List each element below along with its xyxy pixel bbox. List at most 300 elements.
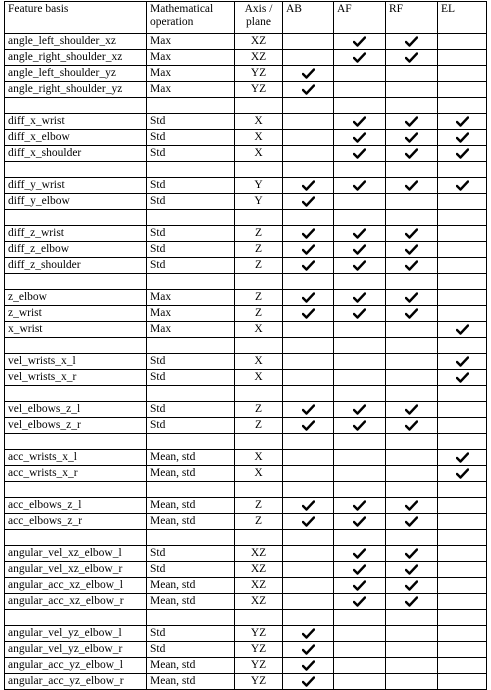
checkmark-icon <box>302 627 315 639</box>
axis-cell: Z <box>235 402 283 418</box>
empty-cell <box>438 98 487 114</box>
checkmark-icon <box>405 291 418 303</box>
axis-cell: YZ <box>235 82 283 98</box>
checkmark-icon <box>456 323 469 335</box>
operation-cell: Std <box>147 194 235 210</box>
checkmark-icon <box>353 291 366 303</box>
feature-cell: angular_acc_yz_elbow_l <box>5 658 147 674</box>
empty-cell <box>235 610 283 626</box>
table-body <box>5 34 487 690</box>
ab-cell <box>283 402 334 418</box>
header-axis-plane: Axis / plane <box>235 2 283 34</box>
af-cell <box>334 418 386 434</box>
checkmark-icon <box>456 451 469 463</box>
feature-cell: acc_elbows_z_l <box>5 498 147 514</box>
empty-cell <box>438 610 487 626</box>
checkmark-icon <box>405 499 418 511</box>
operation-cell: Max <box>147 322 235 338</box>
operation-cell: Std <box>147 626 235 642</box>
af-cell <box>334 146 386 162</box>
empty-cell <box>283 98 334 114</box>
el-cell <box>438 562 487 578</box>
axis-cell: XZ <box>235 594 283 610</box>
empty-cell <box>235 162 283 178</box>
el-cell <box>438 658 487 674</box>
checkmark-icon <box>353 579 366 591</box>
ab-cell <box>283 642 334 658</box>
af-cell <box>334 498 386 514</box>
checkmark-icon <box>405 131 418 143</box>
empty-cell <box>147 98 235 114</box>
af-cell <box>334 178 386 194</box>
ab-cell <box>283 658 334 674</box>
header-af: AF <box>334 2 386 34</box>
axis-cell: X <box>235 322 283 338</box>
el-cell <box>438 626 487 642</box>
af-cell <box>334 130 386 146</box>
checkmark-icon <box>353 563 366 575</box>
feature-cell: vel_elbows_z_r <box>5 418 147 434</box>
empty-cell <box>386 98 438 114</box>
operation-cell: Mean, std <box>147 674 235 690</box>
af-cell <box>334 194 386 210</box>
rf-cell <box>386 418 438 434</box>
feature-cell: diff_x_elbow <box>5 130 147 146</box>
feature-cell: acc_wrists_x_l <box>5 450 147 466</box>
operation-cell: Mean, std <box>147 498 235 514</box>
empty-cell <box>235 98 283 114</box>
empty-cell <box>5 482 147 498</box>
checkmark-icon <box>405 115 418 127</box>
header-el: EL <box>438 2 487 34</box>
af-cell <box>334 594 386 610</box>
operation-cell: Std <box>147 242 235 258</box>
empty-cell <box>386 338 438 354</box>
header-ab: AB <box>283 2 334 34</box>
af-cell <box>334 322 386 338</box>
axis-cell: XZ <box>235 562 283 578</box>
rf-cell <box>386 50 438 66</box>
ab-cell <box>283 450 334 466</box>
axis-cell: YZ <box>235 626 283 642</box>
checkmark-icon <box>302 307 315 319</box>
axis-cell: Y <box>235 178 283 194</box>
axis-cell: Z <box>235 498 283 514</box>
spacer-row <box>5 434 487 450</box>
empty-cell <box>386 274 438 290</box>
spacer-row <box>5 530 487 546</box>
axis-cell: X <box>235 450 283 466</box>
operation-cell: Mean, std <box>147 594 235 610</box>
checkmark-icon <box>405 403 418 415</box>
table-row <box>5 466 487 482</box>
rf-cell <box>386 226 438 242</box>
empty-cell <box>147 530 235 546</box>
ab-cell <box>283 514 334 530</box>
feature-cell: diff_y_wrist <box>5 178 147 194</box>
empty-cell <box>5 338 147 354</box>
empty-cell <box>283 274 334 290</box>
af-cell <box>334 354 386 370</box>
checkmark-icon <box>353 147 366 159</box>
el-cell <box>438 242 487 258</box>
checkmark-icon <box>353 115 366 127</box>
empty-cell <box>334 98 386 114</box>
axis-cell: X <box>235 466 283 482</box>
feature-cell: vel_wrists_x_l <box>5 354 147 370</box>
af-cell <box>334 370 386 386</box>
table-row <box>5 290 487 306</box>
empty-cell <box>334 610 386 626</box>
rf-cell <box>386 178 438 194</box>
table-row <box>5 658 487 674</box>
empty-cell <box>334 386 386 402</box>
empty-cell <box>386 610 438 626</box>
operation-cell: Max <box>147 66 235 82</box>
feature-cell: z_elbow <box>5 290 147 306</box>
rf-cell <box>386 322 438 338</box>
checkmark-icon <box>405 515 418 527</box>
table-row <box>5 242 487 258</box>
af-cell <box>334 226 386 242</box>
rf-cell <box>386 114 438 130</box>
af-cell <box>334 546 386 562</box>
empty-cell <box>235 338 283 354</box>
el-cell <box>438 290 487 306</box>
checkmark-icon <box>302 291 315 303</box>
operation-cell: Std <box>147 354 235 370</box>
checkmark-icon <box>353 227 366 239</box>
empty-cell <box>283 610 334 626</box>
ab-cell <box>283 290 334 306</box>
ab-cell <box>283 146 334 162</box>
rf-cell <box>386 546 438 562</box>
empty-cell <box>5 162 147 178</box>
checkmark-icon <box>405 595 418 607</box>
el-cell <box>438 114 487 130</box>
axis-cell: Z <box>235 514 283 530</box>
table-row <box>5 322 487 338</box>
table-row <box>5 418 487 434</box>
el-cell <box>438 370 487 386</box>
table-row <box>5 50 487 66</box>
checkmark-icon <box>405 51 418 63</box>
axis-cell: X <box>235 370 283 386</box>
af-cell <box>334 450 386 466</box>
ab-cell <box>283 258 334 274</box>
feature-table <box>4 1 487 690</box>
empty-cell <box>386 162 438 178</box>
axis-cell: XZ <box>235 546 283 562</box>
empty-cell <box>386 210 438 226</box>
checkmark-icon <box>353 499 366 511</box>
axis-cell: X <box>235 354 283 370</box>
checkmark-icon <box>302 195 315 207</box>
af-cell <box>334 402 386 418</box>
checkmark-icon <box>353 259 366 271</box>
table-row <box>5 306 487 322</box>
empty-cell <box>438 162 487 178</box>
empty-cell <box>283 386 334 402</box>
af-cell <box>334 514 386 530</box>
table-row <box>5 626 487 642</box>
feature-cell: diff_z_shoulder <box>5 258 147 274</box>
empty-cell <box>283 530 334 546</box>
table-row <box>5 34 487 50</box>
ab-cell <box>283 546 334 562</box>
el-cell <box>438 450 487 466</box>
af-cell <box>334 658 386 674</box>
checkmark-icon <box>405 563 418 575</box>
empty-cell <box>5 98 147 114</box>
empty-cell <box>235 210 283 226</box>
empty-cell <box>235 530 283 546</box>
empty-cell <box>147 338 235 354</box>
rf-cell <box>386 674 438 690</box>
empty-cell <box>5 530 147 546</box>
el-cell <box>438 594 487 610</box>
empty-cell <box>438 482 487 498</box>
table-header-row <box>5 2 487 34</box>
checkmark-icon <box>302 419 315 431</box>
ab-cell <box>283 578 334 594</box>
operation-cell: Std <box>147 130 235 146</box>
feature-cell: angular_acc_xz_elbow_r <box>5 594 147 610</box>
checkmark-icon <box>405 35 418 47</box>
empty-cell <box>334 162 386 178</box>
el-cell <box>438 354 487 370</box>
spacer-row <box>5 274 487 290</box>
ab-cell <box>283 594 334 610</box>
el-cell <box>438 322 487 338</box>
operation-cell: Mean, std <box>147 466 235 482</box>
feature-cell: angle_left_shoulder_xz <box>5 34 147 50</box>
ab-cell <box>283 130 334 146</box>
feature-cell: angular_vel_yz_elbow_l <box>5 626 147 642</box>
checkmark-icon <box>302 243 315 255</box>
axis-cell: Y <box>235 194 283 210</box>
ab-cell <box>283 34 334 50</box>
empty-cell <box>147 210 235 226</box>
operation-cell: Std <box>147 642 235 658</box>
checkmark-icon <box>456 147 469 159</box>
operation-cell: Mean, std <box>147 514 235 530</box>
empty-cell <box>5 210 147 226</box>
rf-cell <box>386 34 438 50</box>
axis-cell: Z <box>235 306 283 322</box>
table-row <box>5 130 487 146</box>
operation-cell: Std <box>147 178 235 194</box>
table-row <box>5 514 487 530</box>
rf-cell <box>386 354 438 370</box>
operation-cell: Std <box>147 114 235 130</box>
table-row <box>5 546 487 562</box>
axis-cell: YZ <box>235 66 283 82</box>
feature-cell: vel_elbows_z_l <box>5 402 147 418</box>
empty-cell <box>5 434 147 450</box>
empty-cell <box>147 434 235 450</box>
empty-cell <box>334 482 386 498</box>
operation-cell: Std <box>147 562 235 578</box>
rf-cell <box>386 642 438 658</box>
empty-cell <box>438 338 487 354</box>
axis-cell: Z <box>235 226 283 242</box>
checkmark-icon <box>302 675 315 687</box>
feature-cell: acc_wrists_x_r <box>5 466 147 482</box>
spacer-row <box>5 210 487 226</box>
el-cell <box>438 130 487 146</box>
rf-cell <box>386 626 438 642</box>
af-cell <box>334 50 386 66</box>
checkmark-icon <box>302 499 315 511</box>
checkmark-icon <box>456 115 469 127</box>
feature-cell: angle_right_shoulder_yz <box>5 82 147 98</box>
feature-cell: vel_wrists_x_r <box>5 370 147 386</box>
spacer-row <box>5 338 487 354</box>
checkmark-icon <box>353 419 366 431</box>
empty-cell <box>386 482 438 498</box>
checkmark-icon <box>353 403 366 415</box>
axis-cell: Z <box>235 242 283 258</box>
af-cell <box>334 34 386 50</box>
operation-cell: Max <box>147 306 235 322</box>
table-row <box>5 402 487 418</box>
empty-cell <box>334 274 386 290</box>
empty-cell <box>235 386 283 402</box>
rf-cell <box>386 82 438 98</box>
checkmark-icon <box>405 307 418 319</box>
ab-cell <box>283 322 334 338</box>
ab-cell <box>283 370 334 386</box>
checkmark-icon <box>302 643 315 655</box>
checkmark-icon <box>302 659 315 671</box>
ab-cell <box>283 66 334 82</box>
checkmark-icon <box>353 547 366 559</box>
table-row <box>5 498 487 514</box>
rf-cell <box>386 578 438 594</box>
axis-cell: YZ <box>235 642 283 658</box>
af-cell <box>334 242 386 258</box>
empty-cell <box>5 386 147 402</box>
empty-cell <box>147 162 235 178</box>
empty-cell <box>334 338 386 354</box>
checkmark-icon <box>302 83 315 95</box>
axis-cell: X <box>235 114 283 130</box>
empty-cell <box>147 482 235 498</box>
table-row <box>5 258 487 274</box>
checkmark-icon <box>456 355 469 367</box>
ab-cell <box>283 674 334 690</box>
empty-cell <box>283 210 334 226</box>
el-cell <box>438 194 487 210</box>
ab-cell <box>283 178 334 194</box>
ab-cell <box>283 354 334 370</box>
axis-cell: XZ <box>235 50 283 66</box>
empty-cell <box>5 274 147 290</box>
el-cell <box>438 146 487 162</box>
checkmark-icon <box>353 515 366 527</box>
operation-cell: Std <box>147 146 235 162</box>
af-cell <box>334 114 386 130</box>
empty-cell <box>438 386 487 402</box>
table-row <box>5 226 487 242</box>
axis-cell: Z <box>235 418 283 434</box>
rf-cell <box>386 594 438 610</box>
empty-cell <box>147 274 235 290</box>
rf-cell <box>386 306 438 322</box>
el-cell <box>438 402 487 418</box>
table-row <box>5 114 487 130</box>
table-row <box>5 642 487 658</box>
table-row <box>5 194 487 210</box>
feature-cell: diff_z_elbow <box>5 242 147 258</box>
feature-cell: angular_acc_xz_elbow_l <box>5 578 147 594</box>
empty-cell <box>386 386 438 402</box>
empty-cell <box>147 386 235 402</box>
empty-cell <box>386 434 438 450</box>
feature-cell: z_wrist <box>5 306 147 322</box>
af-cell <box>334 290 386 306</box>
empty-cell <box>438 530 487 546</box>
operation-cell: Max <box>147 82 235 98</box>
feature-table-container <box>4 1 491 690</box>
spacer-row <box>5 98 487 114</box>
el-cell <box>438 674 487 690</box>
table-row <box>5 354 487 370</box>
empty-cell <box>438 274 487 290</box>
el-cell <box>438 498 487 514</box>
header-feature-basis: Feature basis <box>5 2 147 34</box>
checkmark-icon <box>353 179 366 191</box>
feature-cell: angle_left_shoulder_yz <box>5 66 147 82</box>
checkmark-icon <box>405 179 418 191</box>
rf-cell <box>386 130 438 146</box>
feature-cell: diff_z_wrist <box>5 226 147 242</box>
spacer-row <box>5 482 487 498</box>
operation-cell: Std <box>147 226 235 242</box>
el-cell <box>438 178 487 194</box>
feature-cell: diff_x_shoulder <box>5 146 147 162</box>
empty-cell <box>235 482 283 498</box>
checkmark-icon <box>353 243 366 255</box>
rf-cell <box>386 66 438 82</box>
rf-cell <box>386 498 438 514</box>
empty-cell <box>438 210 487 226</box>
rf-cell <box>386 402 438 418</box>
axis-cell: Z <box>235 290 283 306</box>
feature-cell: x_wrist <box>5 322 147 338</box>
axis-cell: XZ <box>235 34 283 50</box>
rf-cell <box>386 242 438 258</box>
checkmark-icon <box>353 131 366 143</box>
operation-cell: Mean, std <box>147 658 235 674</box>
checkmark-icon <box>456 371 469 383</box>
empty-cell <box>283 162 334 178</box>
empty-cell <box>334 434 386 450</box>
empty-cell <box>283 482 334 498</box>
rf-cell <box>386 290 438 306</box>
feature-cell: angle_right_shoulder_xz <box>5 50 147 66</box>
table-row <box>5 146 487 162</box>
af-cell <box>334 562 386 578</box>
el-cell <box>438 82 487 98</box>
feature-cell: angular_acc_yz_elbow_r <box>5 674 147 690</box>
axis-cell: YZ <box>235 674 283 690</box>
empty-cell <box>147 610 235 626</box>
rf-cell <box>386 258 438 274</box>
checkmark-icon <box>456 179 469 191</box>
table-row <box>5 178 487 194</box>
